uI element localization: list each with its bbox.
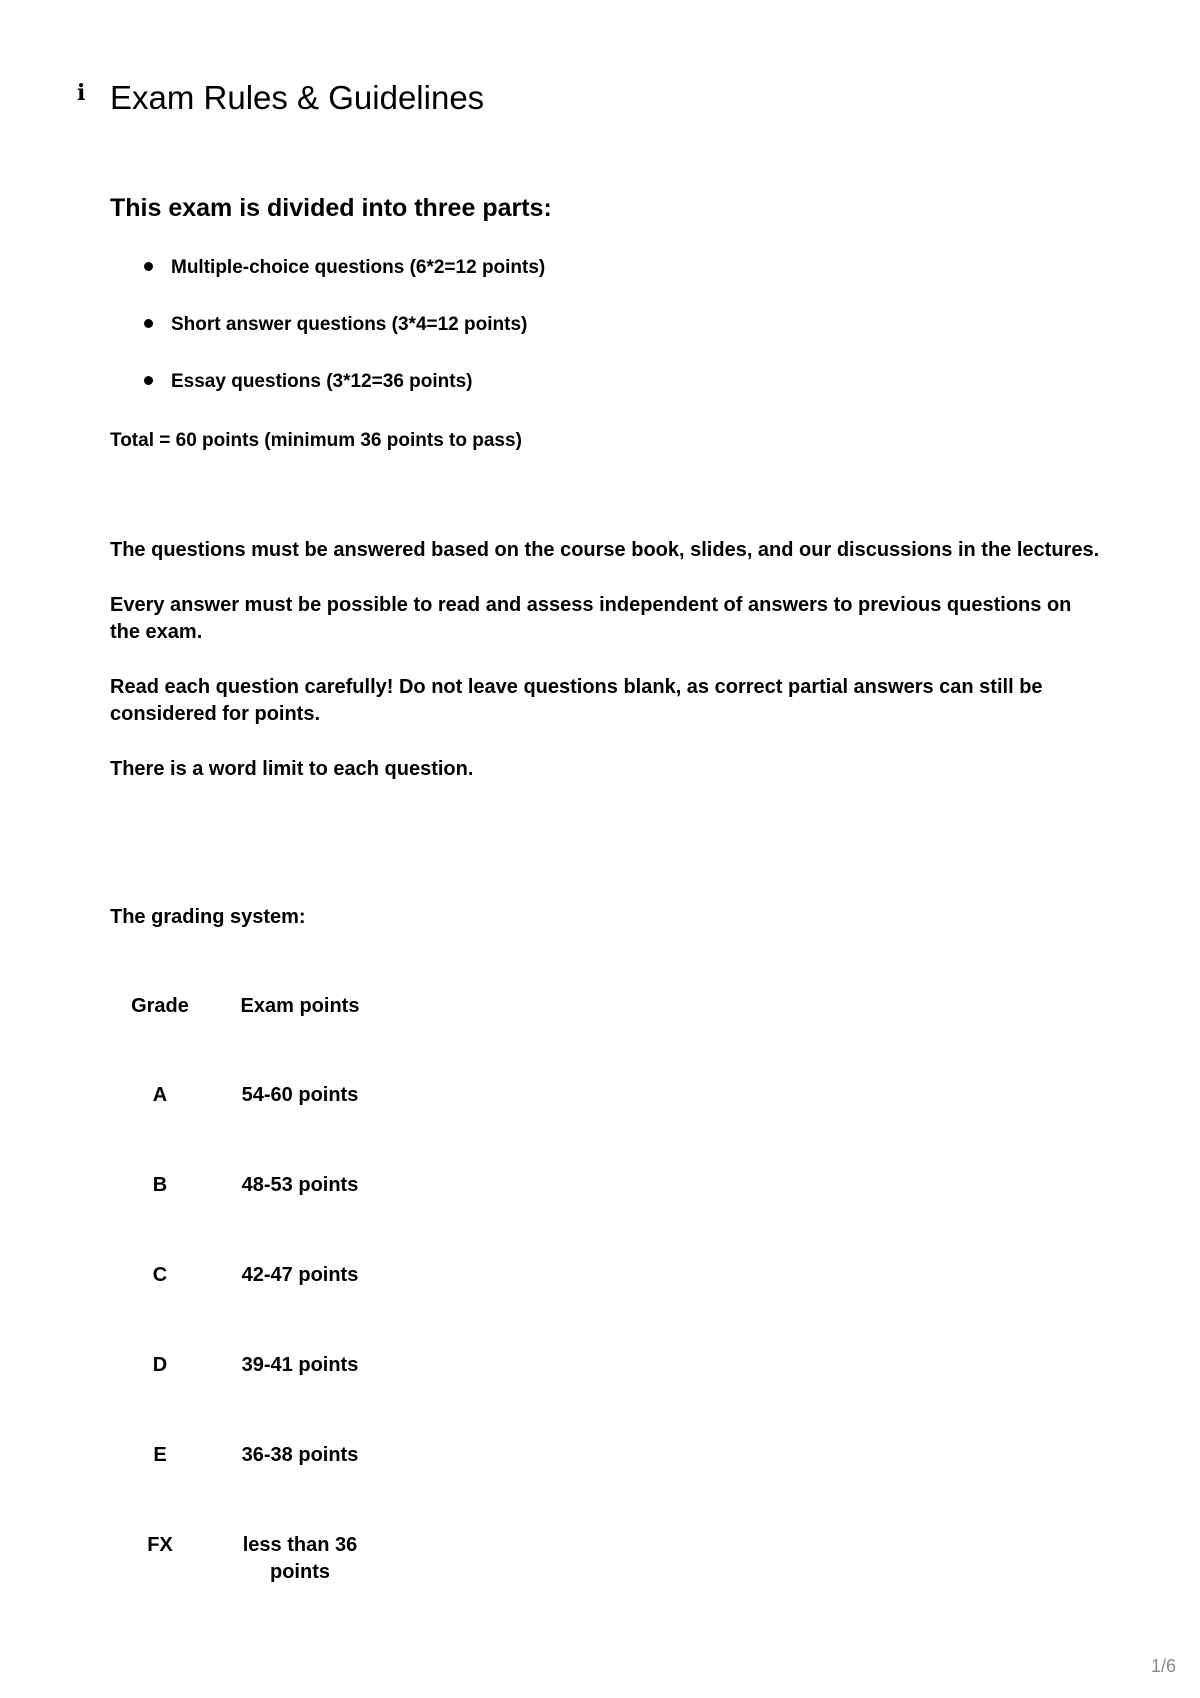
points-cell: 54-60 points xyxy=(241,1084,359,1106)
rules-section xyxy=(110,537,1100,811)
table-row xyxy=(110,1262,390,1352)
table-row xyxy=(110,1442,390,1532)
bullet-icon xyxy=(144,376,153,385)
page-title: Exam Rules & Guidelines xyxy=(110,79,485,116)
rule-paragraph: There is a word limit to each question. xyxy=(110,758,474,780)
grade-cell: FX xyxy=(147,1534,173,1556)
points-cell: 36-38 points xyxy=(241,1444,359,1466)
bullet-icon xyxy=(144,262,153,271)
info-icon: i xyxy=(77,80,86,106)
table-row xyxy=(110,1172,390,1262)
exam-part-label: Multiple-choice questions (6*2=12 points) xyxy=(171,257,546,278)
list-item xyxy=(110,312,545,369)
bullet-icon xyxy=(144,319,153,328)
exam-structure-heading: This exam is divided into three parts: xyxy=(110,194,552,222)
column-header-points: Exam points xyxy=(240,995,360,1017)
points-cell: 39-41 points xyxy=(241,1354,359,1376)
exam-parts-list xyxy=(110,255,545,426)
exam-part-label: Short answer questions (3*4=12 points) xyxy=(171,314,528,335)
table-row xyxy=(110,1082,390,1172)
grading-heading: The grading system: xyxy=(110,906,306,928)
exam-part-label: Essay questions (3*12=36 points) xyxy=(171,371,473,392)
total-points: Total = 60 points (minimum 36 points to pass) xyxy=(110,430,522,451)
table-row xyxy=(110,1532,390,1622)
list-item xyxy=(110,255,545,312)
grade-cell: E xyxy=(153,1444,167,1466)
points-cell: less than 36 points xyxy=(242,1534,358,1583)
table-row xyxy=(110,1352,390,1442)
rule-paragraph: Every answer must be possible to read and assess independent of answers to previous questions on the exam. xyxy=(110,594,1072,643)
rule-paragraph: The questions must be answered based on the course book, slides, and our discussions in the lectures. xyxy=(110,539,1100,561)
points-cell: 42-47 points xyxy=(241,1264,359,1286)
page-number: 1/6 xyxy=(1150,1656,1176,1676)
list-item xyxy=(110,369,545,426)
rule-paragraph: Read each question carefully! Do not leave questions blank, as correct partial answers can still be considered for points. xyxy=(110,676,1043,725)
grade-table xyxy=(110,993,390,1622)
grade-cell: C xyxy=(152,1264,168,1286)
grade-cell: B xyxy=(152,1174,168,1196)
table-header-row xyxy=(110,993,390,1082)
column-header-grade: Grade xyxy=(131,995,189,1017)
grade-cell: A xyxy=(152,1084,168,1106)
points-cell: 48-53 points xyxy=(241,1174,359,1196)
grade-cell: D xyxy=(152,1354,168,1376)
